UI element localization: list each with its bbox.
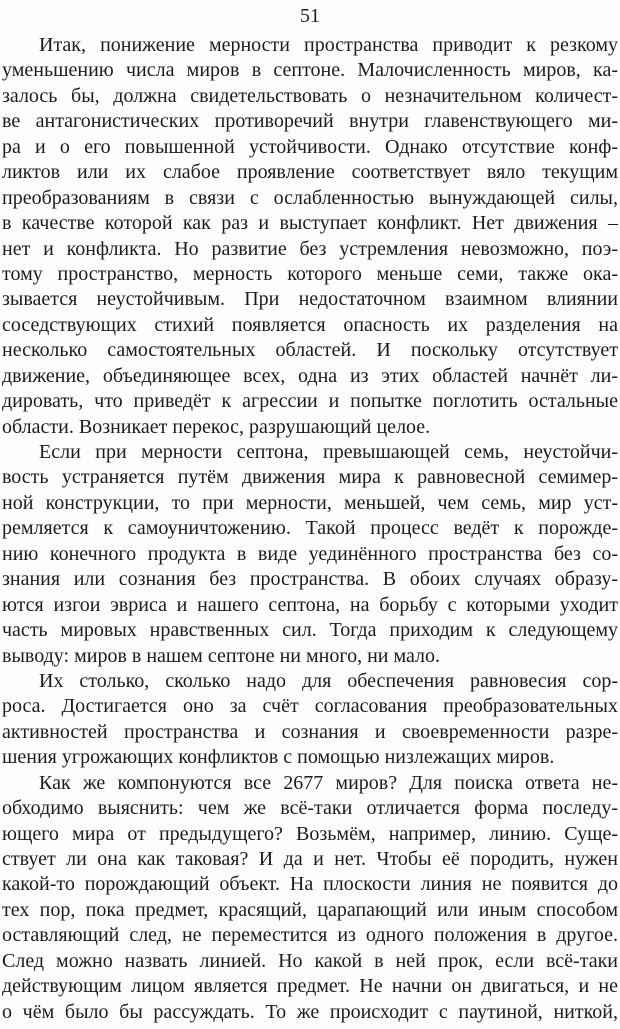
text-line: в качестве которой как раз и выступает конфликт. Нет движения – — [2, 212, 618, 235]
text-line: действующим лицом является предмет. Не начни он двигаться, и не — [2, 975, 618, 998]
text-line: оставляющий след, не переместится из одного положения в другое. — [2, 924, 618, 947]
text-line: ются изгои эвриса и нашего септона, на борьбу с которыми уходит — [2, 593, 618, 616]
text-line: ликтов или их слабое проявление соответствует вяло текущим — [2, 161, 618, 184]
text-line: области. Возникает перекос, разрушающий целое. — [2, 415, 431, 438]
text-line: шения угрожающих конфликтов с помощью низлежащих миров. — [2, 746, 555, 769]
text-line: нет и конфликта. Но развитие без устремления невозможно, поэ- — [2, 237, 618, 260]
text-line: знания или сознания без пространства. В обоих случаях образу- — [2, 568, 618, 591]
text-line: активностей пространства и сознания и своевременности разре- — [2, 720, 618, 743]
text-line: Как же компонуются все 2677 миров? Для поиска ответа не- — [39, 771, 618, 794]
page-text — [2, 33, 618, 1025]
text-line: дировать, что приведёт к агрессии и попытке поглотить остальные — [2, 390, 618, 413]
page-number: 51 — [300, 5, 320, 27]
text-line: несколько самостоятельных областей. И поскольку отсутствует — [2, 339, 618, 362]
text-line: ной конструкции, то при мерности, меньшей, чем семь, мир уст- — [2, 491, 618, 514]
text-line: роса. Достигается оно за счёт согласования преобразовательных — [2, 695, 618, 718]
paragraph — [2, 440, 618, 669]
text-line: зывается неустойчивым. При недостаточном взаимном влиянии — [2, 288, 618, 311]
paragraph — [2, 771, 618, 1025]
paragraph — [2, 33, 618, 440]
paragraph — [2, 669, 618, 771]
text-line: ра и о его повышенной устойчивости. Однако отсутствие конф- — [2, 135, 618, 158]
text-line: какой-то порождающий объект. На плоскости линия не появится до — [2, 873, 618, 896]
text-line: ствует ли она как таковая? И да и нет. Чтобы её породить, нужен — [2, 848, 618, 870]
text-line: часть мировых нравственных сил. Тогда приходим к следующему — [2, 619, 618, 642]
text-line: След можно назвать линией. Но какой в ней прок, если всё-таки — [2, 949, 618, 972]
text-line: уменьшению числа миров в септоне. Малочисленность миров, ка- — [2, 59, 618, 82]
text-line: ющего мира от предыдущего? Возьмём, например, линию. Суще- — [2, 822, 618, 845]
text-line: вость устраняется путём движения мира к равновесной семимер- — [2, 466, 618, 489]
text-line: Если при мерности септона, превышающей семь, неустойчи- — [39, 441, 618, 463]
text-line: выводу: миров в нашем септоне ни много, ни мало. — [2, 644, 441, 667]
text-line: соседствующих стихий появляется опасность их разделения на — [2, 313, 618, 336]
text-line: ремляется к самоуничтожению. Такой процесс ведёт к порожде- — [2, 517, 618, 540]
text-line: о чём было бы рассуждать. То же происходит с паутиной, ниткой, — [2, 1000, 618, 1023]
text-line: Их столько, сколько надо для обеспечения равновесия сор- — [39, 669, 618, 692]
text-line: залось бы, должна свидетельствовать о незначительном количест- — [2, 84, 618, 107]
text-line: нию конечного продукта в виде уединённого пространства без со- — [2, 542, 618, 565]
text-line: Итак, понижение мерности пространства приводит к резкому — [39, 34, 618, 56]
text-line: ве антагонистических противоречий внутри главенствующего ми- — [2, 110, 618, 133]
text-line: движение, объединяющее всех, одна из этих областей начнёт ли- — [2, 364, 618, 387]
text-line: преобразованиям в связи с ослабленностью вынуждающей силы, — [2, 186, 618, 209]
text-line: тому пространство, мерность которого меньше семи, также ока- — [2, 262, 618, 285]
text-line: обходимо выяснить: чем же всё-таки отличается форма последу- — [2, 797, 618, 820]
text-line: тех пор, пока предмет, красящий, царапающий или иным способом — [2, 898, 618, 921]
